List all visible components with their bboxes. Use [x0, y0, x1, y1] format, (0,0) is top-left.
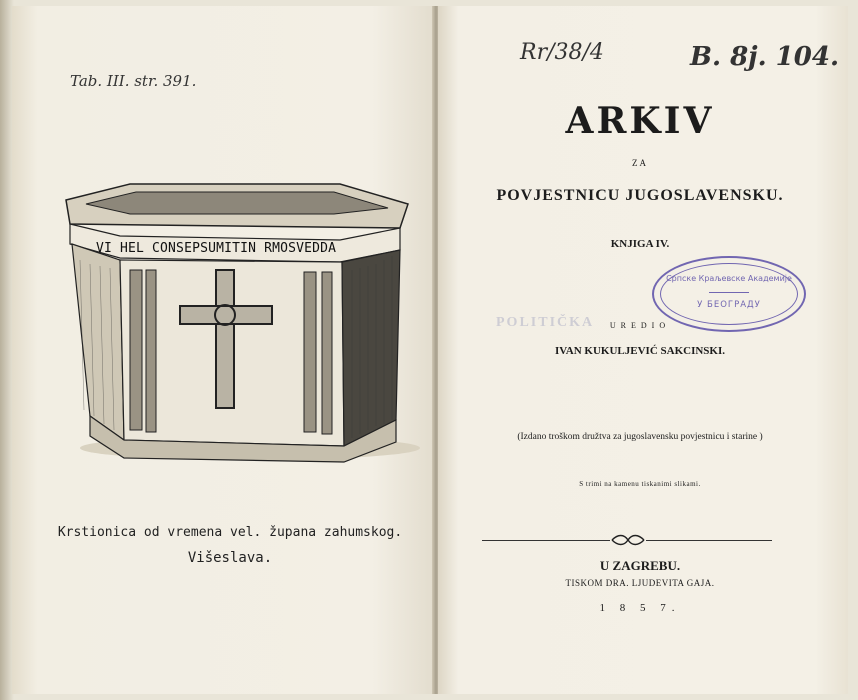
shelf-mark: B. 8j. 104. — [690, 42, 840, 72]
title-connector: ZA — [632, 158, 648, 168]
editor-label: UREDIO — [609, 321, 671, 330]
imprint-year: 1 8 5 7. — [599, 602, 681, 614]
publisher-note: (Izdano troškom družtva za jugoslavensku povjestnicu i starine ) — [517, 432, 763, 442]
bleed-through-text: POLITIČKA — [496, 315, 595, 330]
stamp-divider — [709, 292, 749, 293]
illustration-caption-name: Višeslava. — [187, 550, 273, 566]
stamp-bottom-text: У БЕОГРАДУ — [697, 300, 761, 310]
page-title: ARKIV — [565, 100, 715, 142]
stamp-top-text: Српске Краљевске Академије — [666, 274, 792, 283]
plates-note: S trimi na kamenu tiskanimi slikami. — [579, 480, 701, 488]
plate-reference: Tab. III. str. 391. — [70, 72, 197, 90]
rule-ornament-icon — [610, 534, 646, 546]
call-number: Rr/38/4 — [520, 40, 604, 65]
editor-name: IVAN KUKULJEVIĆ SAKCINSKI. — [554, 345, 726, 357]
imprint-printer: TISKOM DRA. LJUDEVITA GAJA. — [565, 578, 715, 588]
imprint-city: U ZAGREBU. — [599, 558, 681, 573]
illustration-caption: Krstionica od vremena vel. župana zahumskog. — [57, 525, 403, 540]
page-subtitle: POVJESTNICU JUGOSLAVENSKU. — [496, 187, 784, 204]
volume-label: KNJIGA IV. — [610, 238, 670, 250]
baptismal-font-illustration — [60, 180, 420, 470]
font-inscription: VI HEL CONSEPSUMITIN RMOSVEDDA — [96, 241, 336, 256]
